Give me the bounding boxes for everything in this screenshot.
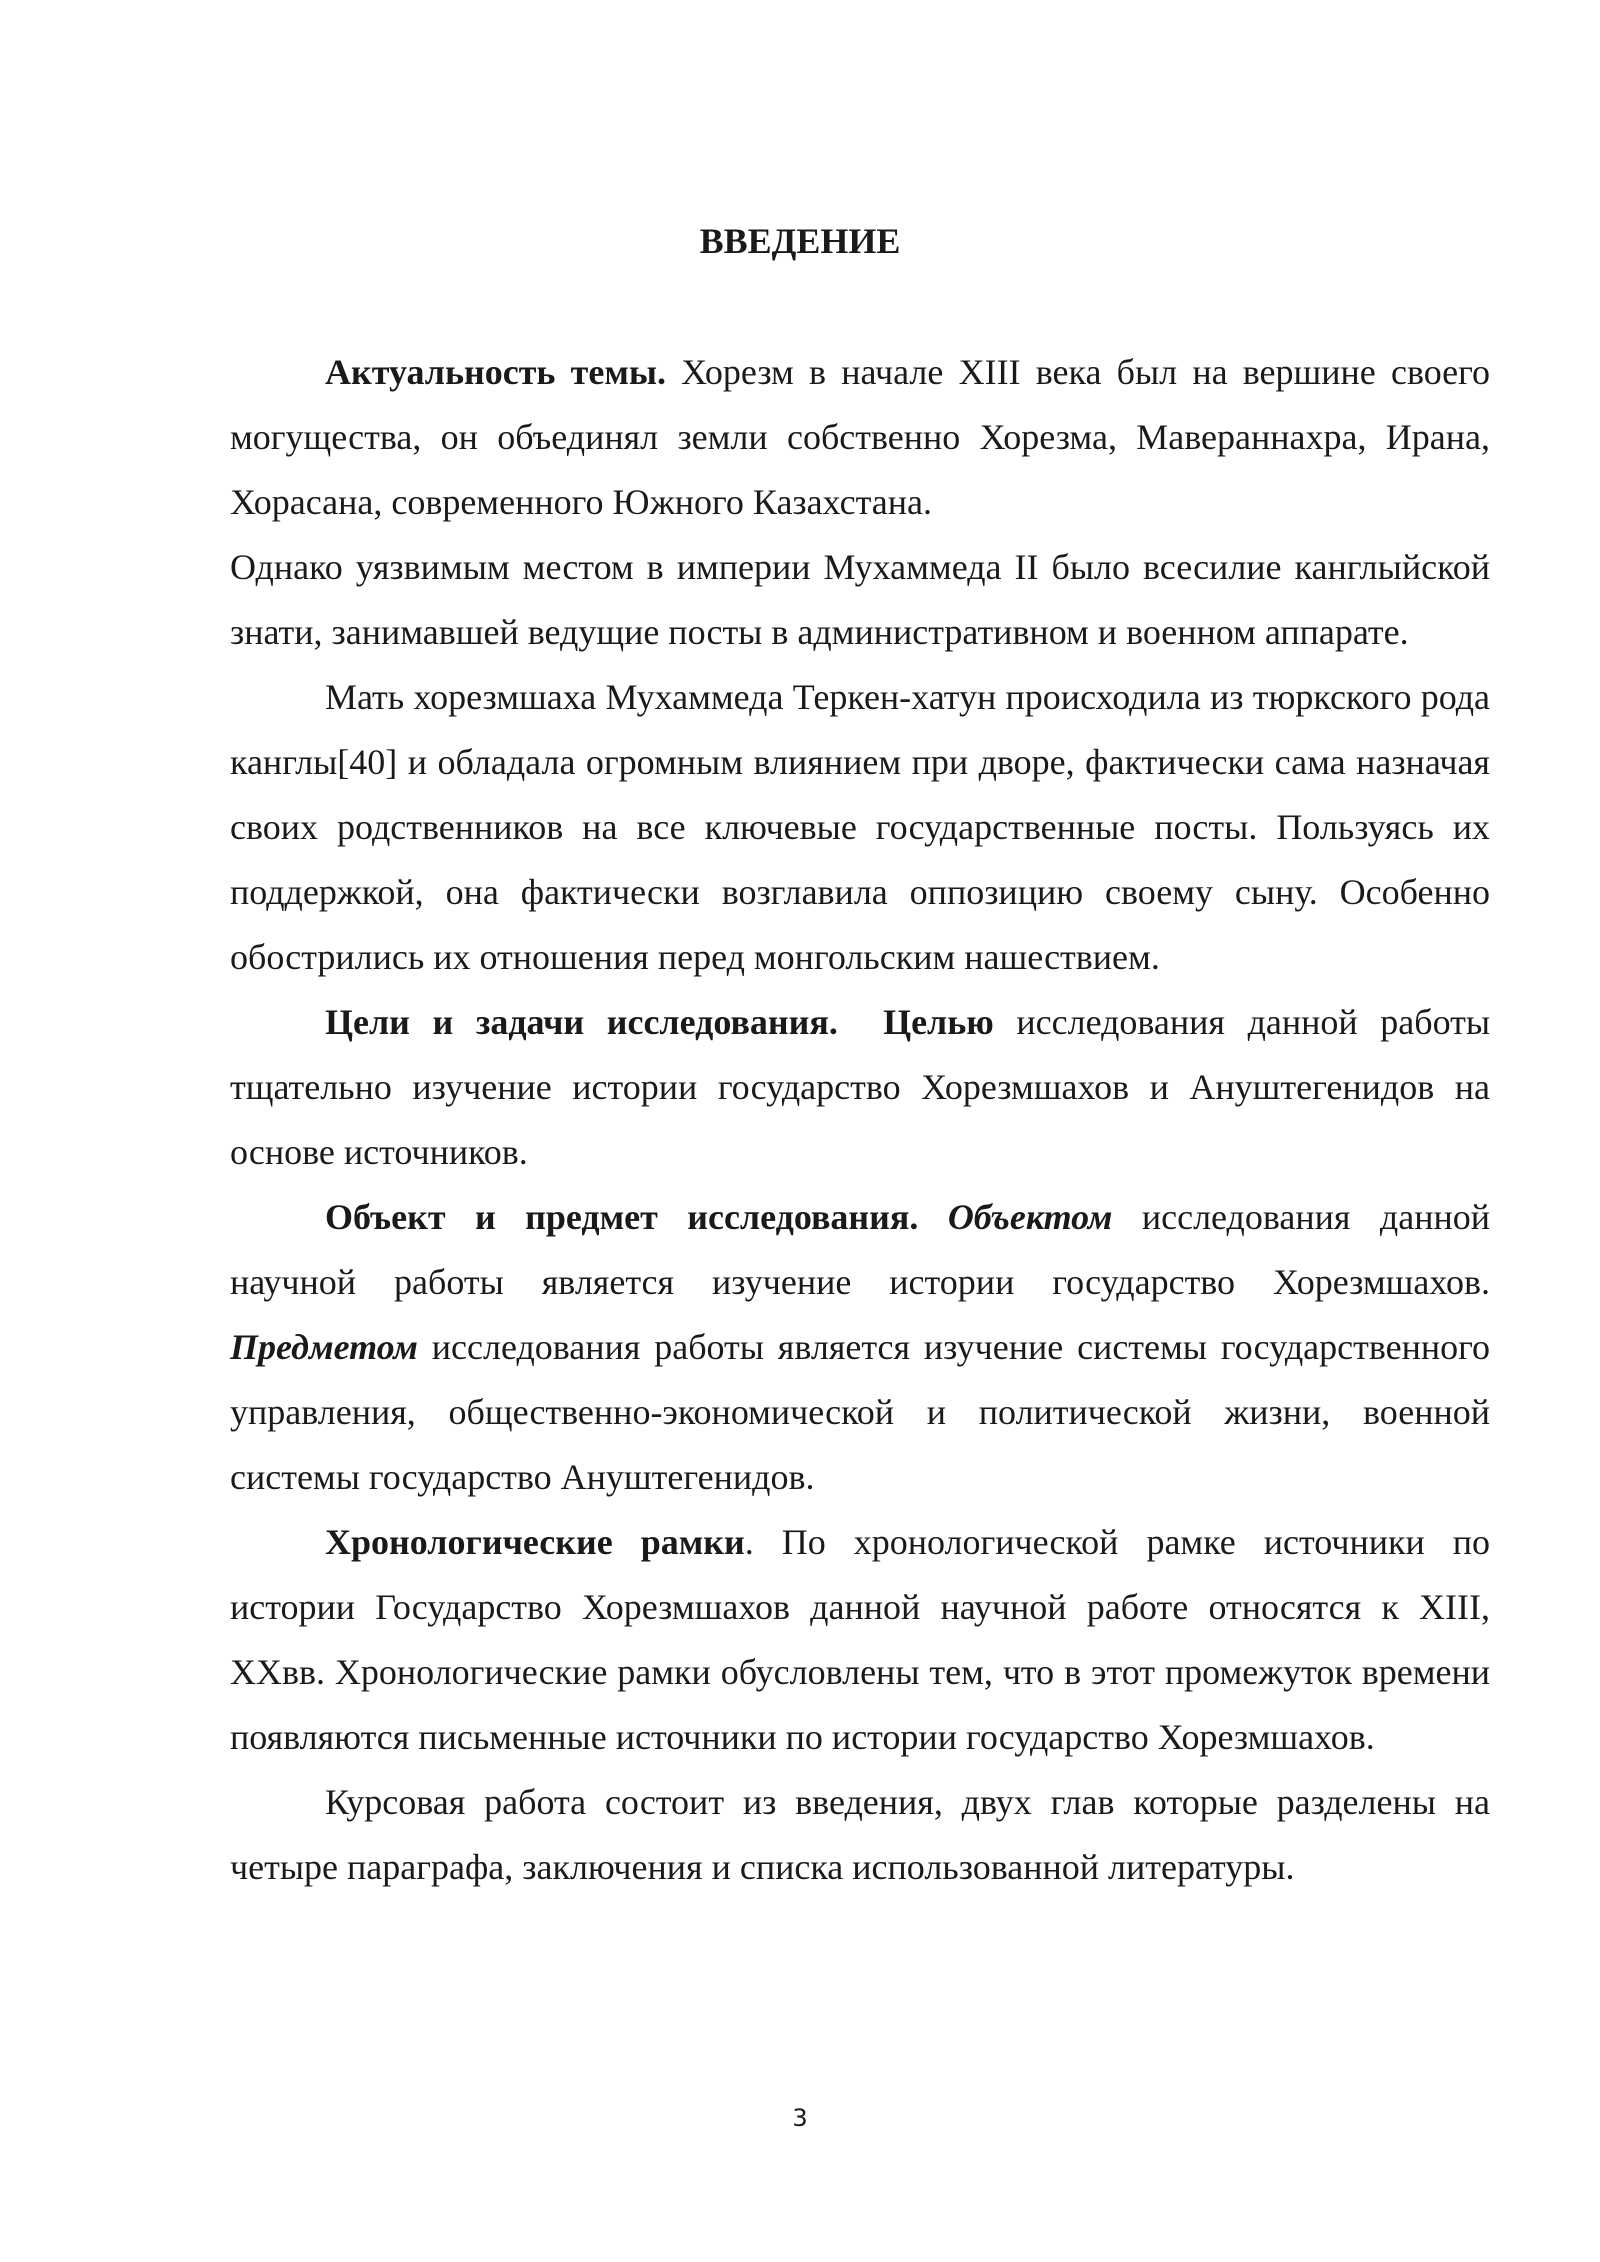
chronology-heading: Хронологические рамки — [325, 1522, 745, 1562]
object-term: Объектом — [947, 1197, 1113, 1237]
relevance-paragraph — [230, 340, 1490, 535]
relevance-text: Хорезм в начале XIII века был на вершине своего могущества, он объединял земли собственно Хорезма, Мавераннахра, Ирана, Хорасана, современного Южного Казахстана. — [230, 352, 1490, 522]
goals-heading: Цели и задачи исследования. — [325, 1002, 838, 1042]
page-title: ВВЕДЕНИЕ — [699, 221, 901, 261]
relevance-continuation-paragraph: Однако уязвимым местом в империи Мухаммеда II было всесилие канглыйской знати, занимавшей ведущие посты в административном и военном аппарате. — [230, 547, 1490, 652]
chronology-text: . По хронологической рамке источники по истории Государство Хорезмшахов данной научной работе относятся к XIII, XXвв. Хронологические рамки обусловлены тем, что в этот промежуток времени появляются письменные источники по истории государство Хорезмшахов. — [230, 1522, 1490, 1757]
object-paragraph — [230, 1185, 1490, 1510]
chronology-paragraph — [230, 1510, 1490, 1770]
object-text: исследования данной научной работы является изучение истории государство Хорезмшахов. — [230, 1197, 1490, 1302]
subject-term: Предметом — [230, 1327, 418, 1367]
mother-paragraph: Мать хорезмшаха Мухаммеда Теркен-хатун происходила из тюркского рода канглы[40] и обладала огромным влиянием при дворе, фактически сама назначая своих родственников на все ключевые государственные посты. Пользуясь их поддержкой, она фактически возглавила оппозицию своему сыну. Особенно обострились их отношения перед монгольским нашествием. — [230, 677, 1490, 977]
structure-paragraph: Курсовая работа состоит из введения, двух глав которые разделены на четыре параграфа, заключения и списка использованной литературы. — [230, 1782, 1490, 1887]
page-number: 3 — [792, 2104, 808, 2132]
goals-text: исследования данной работы тщательно изучение истории государство Хорезмшахов и Ануштегенидов на основе источников. — [230, 1002, 1491, 1172]
subject-text: исследования работы является изучение системы государственного управления, общественно-экономической и политической жизни, военной системы государство Ануштегенидов. — [230, 1327, 1490, 1497]
goals-keyword: Целью — [883, 1002, 994, 1042]
relevance-heading: Актуальность темы. — [325, 352, 666, 392]
document-body — [230, 340, 1490, 1900]
object-heading: Объект и предмет исследования. — [325, 1197, 919, 1237]
goals-paragraph — [230, 990, 1490, 1185]
